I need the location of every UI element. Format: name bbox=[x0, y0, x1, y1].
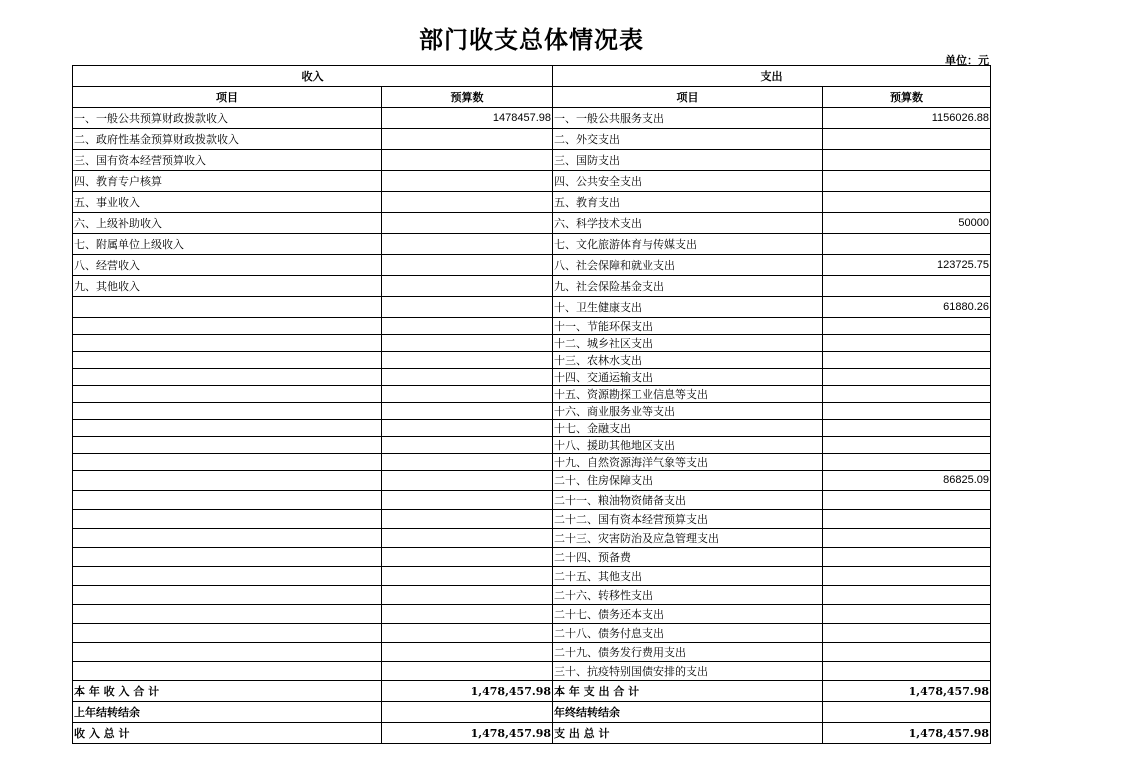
expense-total-label: 年终结转结余 bbox=[553, 702, 823, 723]
budget-table bbox=[72, 65, 991, 744]
expense-item-cell: 四、公共安全支出 bbox=[553, 171, 823, 192]
table-row bbox=[73, 171, 991, 192]
income-item-cell bbox=[73, 567, 382, 586]
expense-value-cell: 1156026.88 bbox=[823, 108, 991, 129]
expense-value-cell: 86825.09 bbox=[823, 471, 991, 491]
income-item-cell bbox=[73, 586, 382, 605]
table-row bbox=[73, 491, 991, 510]
total-row bbox=[73, 723, 991, 744]
income-value-cell bbox=[382, 171, 553, 192]
expense-total-value: 1,478,457.98 bbox=[823, 681, 991, 702]
income-item-cell bbox=[73, 624, 382, 643]
table-row bbox=[73, 624, 991, 643]
expense-item-cell: 二十一、粮油物资储备支出 bbox=[553, 491, 823, 510]
expense-item-cell: 二十六、转移性支出 bbox=[553, 586, 823, 605]
expense-item-cell: 十八、援助其他地区支出 bbox=[553, 437, 823, 454]
table-row bbox=[73, 335, 991, 352]
income-value-cell: 1478457.98 bbox=[382, 108, 553, 129]
expense-value-cell bbox=[823, 276, 991, 297]
income-value-cell bbox=[382, 491, 553, 510]
table-row bbox=[73, 352, 991, 369]
table-row bbox=[73, 567, 991, 586]
expense-item-cell: 十四、交通运输支出 bbox=[553, 369, 823, 386]
expense-value-cell bbox=[823, 234, 991, 255]
expense-budget-header: 预算数 bbox=[823, 87, 991, 108]
table-row bbox=[73, 276, 991, 297]
expense-value-cell bbox=[823, 548, 991, 567]
income-value-cell bbox=[382, 150, 553, 171]
table-row bbox=[73, 150, 991, 171]
income-item-cell bbox=[73, 297, 382, 318]
income-item-cell bbox=[73, 529, 382, 548]
expense-item-cell: 二十七、债务还本支出 bbox=[553, 605, 823, 624]
income-value-cell bbox=[382, 529, 553, 548]
total-row bbox=[73, 681, 991, 702]
table-row bbox=[73, 605, 991, 624]
income-item-cell bbox=[73, 352, 382, 369]
table-row bbox=[73, 420, 991, 437]
income-item-cell bbox=[73, 510, 382, 529]
income-value-cell bbox=[382, 369, 553, 386]
income-item-cell bbox=[73, 437, 382, 454]
expense-value-cell bbox=[823, 386, 991, 403]
total-row bbox=[73, 702, 991, 723]
expense-total-label: 支 出 总 计 bbox=[553, 723, 823, 744]
expense-value-cell bbox=[823, 318, 991, 335]
income-value-cell bbox=[382, 213, 553, 234]
income-total-value bbox=[382, 702, 553, 723]
table-row bbox=[73, 255, 991, 276]
income-value-cell bbox=[382, 318, 553, 335]
expense-header: 支出 bbox=[553, 66, 991, 87]
income-value-cell bbox=[382, 234, 553, 255]
income-item-cell: 六、上级补助收入 bbox=[73, 213, 382, 234]
income-item-cell bbox=[73, 403, 382, 420]
table-row bbox=[73, 643, 991, 662]
expense-item-cell: 二十二、国有资本经营预算支出 bbox=[553, 510, 823, 529]
income-value-cell bbox=[382, 297, 553, 318]
expense-total-value bbox=[823, 702, 991, 723]
table-row bbox=[73, 548, 991, 567]
income-item-cell: 八、经营收入 bbox=[73, 255, 382, 276]
expense-value-cell bbox=[823, 567, 991, 586]
table-row bbox=[73, 318, 991, 335]
table-row bbox=[73, 108, 991, 129]
table-row bbox=[73, 403, 991, 420]
income-value-cell bbox=[382, 386, 553, 403]
table-row bbox=[73, 662, 991, 681]
income-value-cell bbox=[382, 192, 553, 213]
expense-item-cell: 二、外交支出 bbox=[553, 129, 823, 150]
income-item-cell bbox=[73, 605, 382, 624]
expense-item-cell: 三十、抗疫特别国债安排的支出 bbox=[553, 662, 823, 681]
expense-value-cell bbox=[823, 491, 991, 510]
table-row bbox=[73, 192, 991, 213]
expense-item-cell: 八、社会保障和就业支出 bbox=[553, 255, 823, 276]
unit-label: 单位：元 bbox=[945, 54, 989, 67]
expense-item-cell: 十、卫生健康支出 bbox=[553, 297, 823, 318]
income-value-cell bbox=[382, 567, 553, 586]
expense-item-cell: 二十九、债务发行费用支出 bbox=[553, 643, 823, 662]
table-row bbox=[73, 529, 991, 548]
expense-item-header: 项目 bbox=[553, 87, 823, 108]
income-total-label: 收 入 总 计 bbox=[73, 723, 382, 744]
income-total-label: 上年结转结余 bbox=[73, 702, 382, 723]
expense-item-cell: 十二、城乡社区支出 bbox=[553, 335, 823, 352]
income-value-cell bbox=[382, 605, 553, 624]
income-item-cell bbox=[73, 491, 382, 510]
expense-item-cell: 六、科学技术支出 bbox=[553, 213, 823, 234]
table-row bbox=[73, 213, 991, 234]
expense-value-cell bbox=[823, 150, 991, 171]
income-total-value: 1,478,457.98 bbox=[382, 723, 553, 744]
table-row bbox=[73, 471, 991, 491]
expense-value-cell bbox=[823, 369, 991, 386]
income-item-header: 项目 bbox=[73, 87, 382, 108]
income-item-cell bbox=[73, 369, 382, 386]
expense-value-cell bbox=[823, 643, 991, 662]
income-item-cell bbox=[73, 643, 382, 662]
income-item-cell: 二、政府性基金预算财政拨款收入 bbox=[73, 129, 382, 150]
income-item-cell bbox=[73, 454, 382, 471]
expense-item-cell: 二十四、预备费 bbox=[553, 548, 823, 567]
section-header-row bbox=[73, 66, 991, 87]
income-item-cell bbox=[73, 386, 382, 403]
income-value-cell bbox=[382, 276, 553, 297]
income-value-cell bbox=[382, 403, 553, 420]
expense-value-cell bbox=[823, 624, 991, 643]
expense-value-cell bbox=[823, 171, 991, 192]
income-value-cell bbox=[382, 255, 553, 276]
expense-item-cell: 十五、资源勘探工业信息等支出 bbox=[553, 386, 823, 403]
income-item-cell bbox=[73, 318, 382, 335]
expense-value-cell bbox=[823, 605, 991, 624]
expense-item-cell: 七、文化旅游体育与传媒支出 bbox=[553, 234, 823, 255]
income-value-cell bbox=[382, 420, 553, 437]
expense-value-cell bbox=[823, 454, 991, 471]
table-row bbox=[73, 437, 991, 454]
expense-total-label: 本 年 支 出 合 计 bbox=[553, 681, 823, 702]
income-item-cell: 一、一般公共预算财政拨款收入 bbox=[73, 108, 382, 129]
income-value-cell bbox=[382, 454, 553, 471]
table-row bbox=[73, 297, 991, 318]
table-row bbox=[73, 386, 991, 403]
expense-item-cell: 十三、农林水支出 bbox=[553, 352, 823, 369]
table-row bbox=[73, 586, 991, 605]
expense-value-cell bbox=[823, 586, 991, 605]
expense-value-cell bbox=[823, 529, 991, 548]
income-value-cell bbox=[382, 335, 553, 352]
expense-item-cell: 二十五、其他支出 bbox=[553, 567, 823, 586]
expense-value-cell bbox=[823, 437, 991, 454]
expense-item-cell: 十六、商业服务业等支出 bbox=[553, 403, 823, 420]
expense-value-cell bbox=[823, 662, 991, 681]
income-value-cell bbox=[382, 471, 553, 491]
column-header-row bbox=[73, 87, 991, 108]
expense-item-cell: 九、社会保险基金支出 bbox=[553, 276, 823, 297]
expense-value-cell: 61880.26 bbox=[823, 297, 991, 318]
expense-value-cell bbox=[823, 352, 991, 369]
expense-value-cell bbox=[823, 420, 991, 437]
table-row bbox=[73, 510, 991, 529]
expense-item-cell: 二十、住房保障支出 bbox=[553, 471, 823, 491]
table-row bbox=[73, 454, 991, 471]
expense-total-value: 1,478,457.98 bbox=[823, 723, 991, 744]
income-value-cell bbox=[382, 548, 553, 567]
income-total-value: 1,478,457.98 bbox=[382, 681, 553, 702]
expense-item-cell: 二十三、灾害防治及应急管理支出 bbox=[553, 529, 823, 548]
income-value-cell bbox=[382, 510, 553, 529]
expense-value-cell bbox=[823, 129, 991, 150]
income-value-cell bbox=[382, 129, 553, 150]
table-row bbox=[73, 234, 991, 255]
expense-item-cell: 十九、自然资源海洋气象等支出 bbox=[553, 454, 823, 471]
income-item-cell: 九、其他收入 bbox=[73, 276, 382, 297]
income-item-cell bbox=[73, 335, 382, 352]
expense-item-cell: 二十八、债务付息支出 bbox=[553, 624, 823, 643]
income-item-cell: 五、事业收入 bbox=[73, 192, 382, 213]
expense-value-cell bbox=[823, 403, 991, 420]
table-row bbox=[73, 369, 991, 386]
expense-item-cell: 一、一般公共服务支出 bbox=[553, 108, 823, 129]
income-item-cell: 四、教育专户核算 bbox=[73, 171, 382, 192]
income-value-cell bbox=[382, 624, 553, 643]
income-header: 收入 bbox=[73, 66, 553, 87]
expense-item-cell: 三、国防支出 bbox=[553, 150, 823, 171]
income-item-cell bbox=[73, 471, 382, 491]
table-row bbox=[73, 129, 991, 150]
expense-value-cell bbox=[823, 510, 991, 529]
income-value-cell bbox=[382, 662, 553, 681]
income-item-cell: 三、国有资本经营预算收入 bbox=[73, 150, 382, 171]
income-value-cell bbox=[382, 437, 553, 454]
expense-item-cell: 十一、节能环保支出 bbox=[553, 318, 823, 335]
expense-value-cell: 123725.75 bbox=[823, 255, 991, 276]
income-value-cell bbox=[382, 586, 553, 605]
income-item-cell bbox=[73, 662, 382, 681]
expense-value-cell bbox=[823, 192, 991, 213]
expense-value-cell bbox=[823, 335, 991, 352]
income-value-cell bbox=[382, 352, 553, 369]
income-value-cell bbox=[382, 643, 553, 662]
income-budget-header: 预算数 bbox=[382, 87, 553, 108]
income-total-label: 本 年 收 入 合 计 bbox=[73, 681, 382, 702]
income-item-cell bbox=[73, 548, 382, 567]
expense-item-cell: 五、教育支出 bbox=[553, 192, 823, 213]
expense-value-cell: 50000 bbox=[823, 213, 991, 234]
expense-item-cell: 十七、金融支出 bbox=[553, 420, 823, 437]
income-item-cell bbox=[73, 420, 382, 437]
page-title: 部门收支总体情况表 bbox=[419, 26, 644, 54]
income-item-cell: 七、附属单位上级收入 bbox=[73, 234, 382, 255]
